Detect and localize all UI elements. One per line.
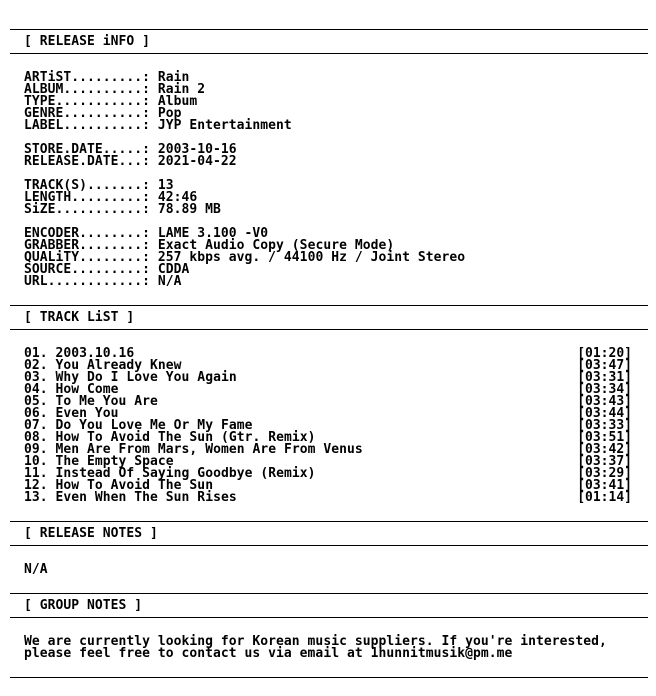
divider: [10, 53, 648, 54]
track-length: [03:43]: [577, 394, 632, 409]
track-number: 07.: [24, 418, 48, 433]
field-label: STORE.DATE.....:: [24, 142, 158, 157]
divider: [10, 593, 648, 594]
track-list-header: [ TRACK LiST ]: [24, 310, 135, 325]
track-length: [01:14]: [577, 490, 632, 505]
field-label: ENCODER........:: [24, 226, 158, 241]
field-value: Rain 2: [157, 82, 206, 97]
divider: [10, 521, 648, 522]
track-title: How To Avoid The Sun: [55, 478, 214, 493]
track-length: [03:34]: [577, 382, 632, 397]
field-value: LAME 3.100 -V0: [157, 226, 269, 241]
field-label: URL............:: [24, 274, 158, 289]
track-number: 13.: [24, 490, 48, 505]
field-value: 2021-04-22: [157, 154, 237, 169]
track-title: Men Are From Mars, Women Are From Venus: [55, 442, 363, 457]
group-notes-line: please feel free to contact us via email at 1hunnitmusik@pm.me: [24, 646, 513, 661]
divider: [10, 545, 648, 546]
field-label: ARTiST.........:: [24, 70, 158, 85]
field-value: Pop: [157, 106, 182, 121]
track-title: How To Avoid The Sun (Gtr. Remix): [55, 430, 316, 445]
track-length: [03:37]: [577, 454, 632, 469]
track-title: 2003.10.16: [55, 346, 135, 361]
field-value: JYP Entertainment: [157, 118, 292, 133]
group-notes-line: We are currently looking for Korean music suppliers. If you're interested,: [24, 634, 607, 649]
field-value: Rain: [157, 70, 190, 85]
track-title: To Me You Are: [55, 394, 158, 409]
track-title: The Empty Space: [55, 454, 174, 469]
track-number: 01.: [24, 346, 48, 361]
release-info-header: [ RELEASE iNFO ]: [24, 34, 151, 49]
group-notes-header: [ GROUP NOTES ]: [24, 598, 143, 613]
track-number: 08.: [24, 430, 48, 445]
track-number: 04.: [24, 382, 48, 397]
track-row: [24, 492, 237, 504]
divider: [10, 29, 648, 30]
field-label: TRACK(S).......:: [24, 178, 158, 193]
track-title: You Already Knew: [55, 358, 182, 373]
field-label-name: [24, 120, 292, 132]
field-value: Album: [157, 94, 198, 109]
field-value: 42:46: [157, 190, 198, 205]
field-value: 13: [157, 178, 174, 193]
track-title: Do You Love Me Or My Fame: [55, 418, 253, 433]
track-length: [03:51]: [577, 430, 632, 445]
field-label: RELEASE.DATE...:: [24, 154, 158, 169]
field-label: GRABBER........:: [24, 238, 158, 253]
track-length: [03:33]: [577, 418, 632, 433]
track-number: 11.: [24, 466, 48, 481]
field-value: CDDA: [157, 262, 190, 277]
track-number: 09.: [24, 442, 48, 457]
field-label: TYPE...........:: [24, 94, 158, 109]
track-number: 03.: [24, 370, 48, 385]
track-length: [01:20]: [577, 346, 632, 361]
track-length: [03:41]: [577, 478, 632, 493]
release-notes-header: [ RELEASE NOTES ]: [24, 526, 158, 541]
field-label: SiZE...........:: [24, 202, 158, 217]
divider: [10, 617, 648, 618]
field-label: QUALiTY........:: [24, 250, 158, 265]
release-notes-text: N/A: [24, 562, 48, 577]
field-release-date: [24, 156, 237, 168]
field-label: LENGTH.........:: [24, 190, 158, 205]
field-value: 257 kbps avg. / 44100 Hz / Joint Stereo: [157, 250, 466, 265]
track-title: Instead Of Saying Goodbye (Remix): [55, 466, 316, 481]
field-label: GENRE..........:: [24, 106, 158, 121]
track-length: [03:47]: [577, 358, 632, 373]
track-number: 02.: [24, 358, 48, 373]
track-title: Even You: [55, 406, 119, 421]
divider: [10, 305, 648, 306]
track-number: 05.: [24, 394, 48, 409]
field-value: 2003-10-16: [157, 142, 237, 157]
field-value: 78.89 MB: [157, 202, 221, 217]
field-label: SOURCE.........:: [24, 262, 158, 277]
field-label: LABEL..........:: [24, 118, 158, 133]
field-value: N/A: [157, 274, 182, 289]
divider: [10, 677, 648, 678]
track-title: How Come: [55, 382, 119, 397]
track-number: 06.: [24, 406, 48, 421]
field-label: ALBUM..........:: [24, 82, 158, 97]
field-value: Exact Audio Copy (Secure Mode): [157, 238, 395, 253]
track-title: Even When The Sun Rises: [55, 490, 237, 505]
divider: [10, 329, 648, 330]
track-length: [03:42]: [577, 442, 632, 457]
track-length: [03:31]: [577, 370, 632, 385]
field-url: [24, 276, 182, 288]
track-number: 10.: [24, 454, 48, 469]
field-size: [24, 204, 221, 216]
track-length: [03:29]: [577, 466, 632, 481]
track-title: Why Do I Love You Again: [55, 370, 237, 385]
track-length: [03:44]: [577, 406, 632, 421]
track-number: 12.: [24, 478, 48, 493]
